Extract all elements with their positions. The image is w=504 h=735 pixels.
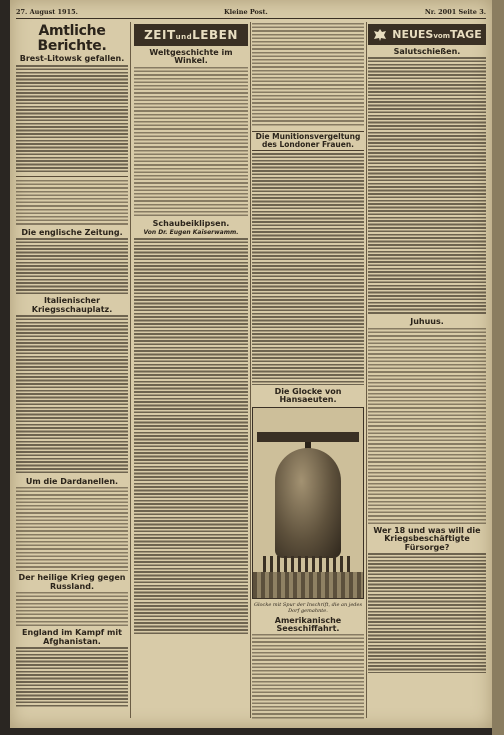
column-zeit-und-leben [134, 22, 248, 720]
column-official-reports [16, 22, 128, 720]
col4-heading3: Wer 18 und was will die Kriegsbeschäftigte Fürsorge? [373, 525, 481, 552]
col3-heading2: Die Glocke von Hansaeuten. [274, 386, 342, 405]
text-block [252, 23, 364, 127]
column-middle [252, 22, 364, 720]
col3-heading1: Die Munitionsvergeltung des Londoner Frauen. [252, 131, 364, 151]
text-block [368, 553, 486, 673]
col3-heading3: Amerikanische Seeschiffahrt. [274, 615, 342, 633]
text-block [252, 634, 364, 720]
neues-vom-tage-header: NEUESvomTAGE [368, 24, 486, 45]
col1-section1: Die englische Zeitung. [21, 227, 123, 237]
col2-byline: Von Dr. Eugen Kaiserwamm. [143, 229, 239, 237]
col1-section5: England im Kampf mit Afghanistan. [22, 628, 122, 646]
text-block [16, 180, 128, 226]
column-neues-vom-tage [368, 22, 486, 720]
newspaper-page [10, 0, 492, 728]
col1-section2: Italienischer Kriegsschauplatz. [31, 296, 113, 314]
page-edge [492, 0, 504, 735]
text-block [16, 592, 128, 626]
text-block [134, 238, 248, 636]
col2-heading1: Weltgeschichte im Winkel. [149, 48, 233, 66]
bell-illustration [252, 407, 364, 599]
text-block [368, 57, 486, 315]
text-block [16, 647, 128, 707]
eagle-icon [372, 27, 388, 43]
text-block [16, 487, 128, 571]
text-block [16, 238, 128, 294]
text-block [252, 153, 364, 385]
col1-title: Amtliche Berichte. [37, 23, 107, 54]
col2-heading2: Schaubeiklipsen. [152, 218, 230, 228]
col1-section3: Um die Dardanellen. [25, 476, 119, 486]
masthead-paper: Kleine Post. [224, 8, 268, 16]
text-block [16, 315, 128, 475]
col1-subtitle: Brest-Litowsk gefallen. [19, 54, 125, 64]
text-block [368, 328, 486, 524]
col4-heading1: Salutschießen. [393, 47, 461, 56]
text-block [134, 67, 248, 217]
col4-heading2: Juhuus. [410, 317, 444, 327]
zeit-und-leben-header: ZEITundLEBEN [134, 24, 248, 46]
col1-section4: Der heilige Krieg gegen Russland. [18, 573, 126, 591]
masthead [16, 6, 486, 19]
illustration-caption: Glocke mit Spur der Inschrift, die an jedes Dorf gemahnte. [253, 601, 363, 614]
masthead-issue: Nr. 2001 Seite 3. [424, 8, 486, 16]
text-block [16, 65, 128, 173]
masthead-date: 27. August 1915. [16, 8, 78, 16]
